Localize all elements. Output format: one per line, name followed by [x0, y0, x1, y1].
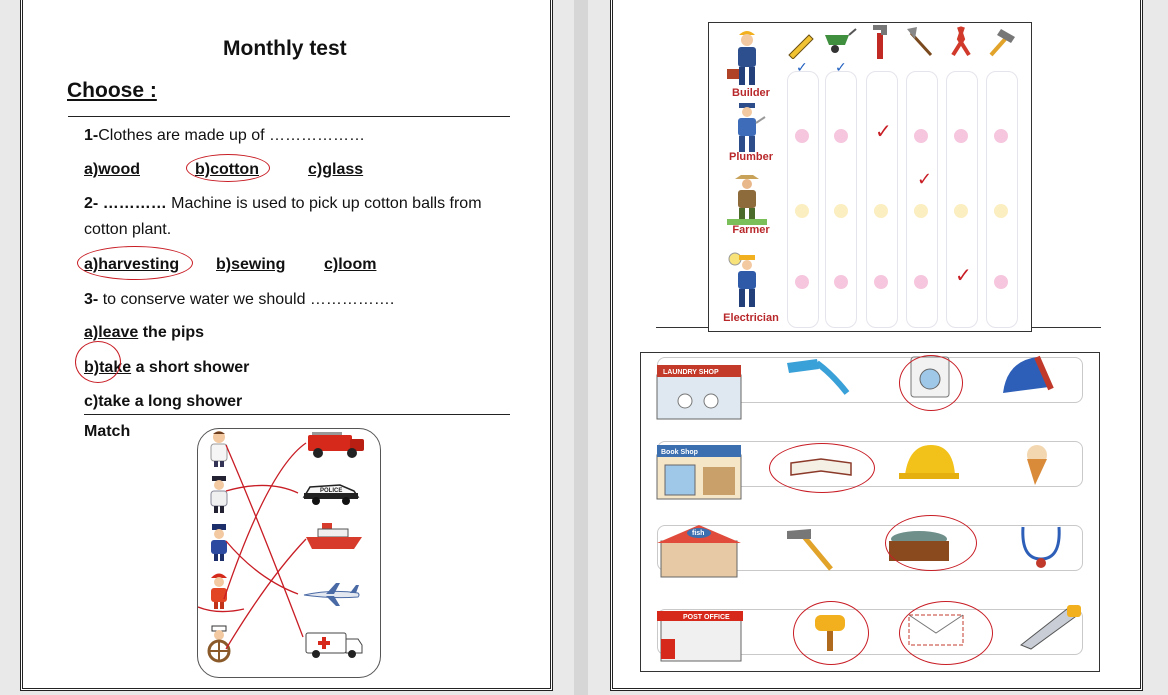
q2-option-a: a)harvesting: [84, 256, 180, 273]
section-match: Match: [84, 423, 131, 440]
check-mark: ✓: [835, 59, 847, 75]
q2-option-b: b)sewing: [216, 256, 286, 273]
page-gutter: [574, 0, 588, 695]
q2-option-c: c)loom: [324, 256, 377, 273]
answer-circle: [769, 443, 875, 493]
handwritten-check: ✓: [875, 121, 892, 143]
pipe-wrench-icon: [869, 25, 891, 59]
iron-icon: [997, 353, 1067, 399]
check-mark: ✓: [796, 59, 808, 75]
hammer-tool-icon: [781, 525, 851, 571]
comb-icon: [781, 353, 851, 399]
role-label-builder: Builder: [732, 87, 770, 99]
answer-dot: [914, 129, 928, 143]
answer-circle: [899, 355, 963, 411]
divider: [68, 116, 510, 117]
answer-dot: [874, 275, 888, 289]
answer-dot: [994, 129, 1008, 143]
answer-circle: [75, 341, 121, 383]
answer-dot: [914, 204, 928, 218]
answer-circle: [899, 601, 993, 665]
occupations-tools-chart: [708, 22, 1032, 332]
q1-option-a: a)wood: [84, 161, 140, 178]
match-box: [197, 428, 381, 678]
tool-column: [986, 71, 1018, 328]
answer-dot: [795, 204, 809, 218]
hammer-icon: [987, 27, 1017, 57]
svg-text:fish: fish: [692, 530, 705, 537]
test-title: Monthly test: [223, 37, 347, 60]
tool-column: [825, 71, 857, 328]
q3-option-b: b)take a short shower: [84, 359, 250, 376]
svg-text:POST OFFICE: POST OFFICE: [683, 614, 730, 621]
answer-dot: [954, 129, 968, 143]
section-choose: Choose :: [67, 79, 157, 102]
q1-option-c: c)glass: [308, 161, 364, 178]
role-label-electrician: Electrician: [723, 312, 779, 324]
role-label-plumber: Plumber: [728, 151, 773, 163]
role-label-farmer: Farmer: [732, 224, 770, 236]
matching-lines: [198, 429, 380, 677]
fish-market-icon: [655, 521, 743, 579]
book-shop-icon: [655, 443, 743, 501]
wheelbarrow-icon: [821, 27, 857, 57]
svg-text:POLICE: POLICE: [320, 488, 343, 494]
answer-circle: [793, 601, 869, 665]
q3-option-a: a)leave the pips: [84, 324, 205, 341]
stethoscope-icon: [1011, 523, 1081, 569]
tool-column: [906, 71, 938, 328]
helmet-icon: [895, 441, 965, 487]
tool-column: [787, 71, 819, 328]
answer-dot: [795, 275, 809, 289]
svg-text:Book Shop: Book Shop: [661, 449, 698, 456]
builder-icon: [727, 29, 767, 87]
handwritten-check: ✓: [917, 169, 933, 189]
pliers-icon: [945, 25, 975, 57]
answer-dot: [994, 275, 1008, 289]
divider: [84, 414, 510, 415]
farmer-icon: [727, 173, 767, 225]
svg-text:LAUNDRY SHOP: LAUNDRY SHOP: [663, 369, 719, 376]
q1-option-b: b)cotton: [195, 161, 259, 178]
answer-circle: [885, 515, 977, 571]
worksheet-page-left: [20, 0, 553, 691]
post-office-icon: [655, 605, 743, 663]
answer-dot: [914, 275, 928, 289]
q3-option-c: c)take a long shower: [84, 393, 243, 410]
tool-column: [946, 71, 978, 328]
electrician-icon: [727, 251, 767, 311]
question-1: 1-Clothes are made up of ………………: [84, 127, 365, 144]
answer-circle: [186, 154, 270, 182]
ice-cream-icon: [1013, 441, 1083, 487]
answer-dot: [834, 275, 848, 289]
worksheet-page-right: [610, 0, 1143, 691]
answer-dot: [954, 204, 968, 218]
answer-dot: [834, 129, 848, 143]
shops-matching: [640, 352, 1100, 672]
answer-dot: [795, 129, 809, 143]
axe-icon: [905, 27, 935, 57]
answer-dot: [874, 204, 888, 218]
laundry-shop-icon: [655, 363, 743, 421]
answer-circle: [77, 246, 193, 280]
answer-dot: [834, 204, 848, 218]
pencil-icon: [785, 29, 815, 59]
handwritten-check: ✓: [955, 265, 972, 287]
tool-column: [866, 71, 898, 328]
question-2: 2- ………… Machine is used to pick up cotton balls from cotton plant.: [84, 195, 482, 238]
answer-dot: [994, 204, 1008, 218]
saw-icon: [1017, 605, 1087, 651]
plumber-icon: [727, 101, 767, 153]
question-3: 3- to conserve water we should …………….: [84, 291, 395, 308]
